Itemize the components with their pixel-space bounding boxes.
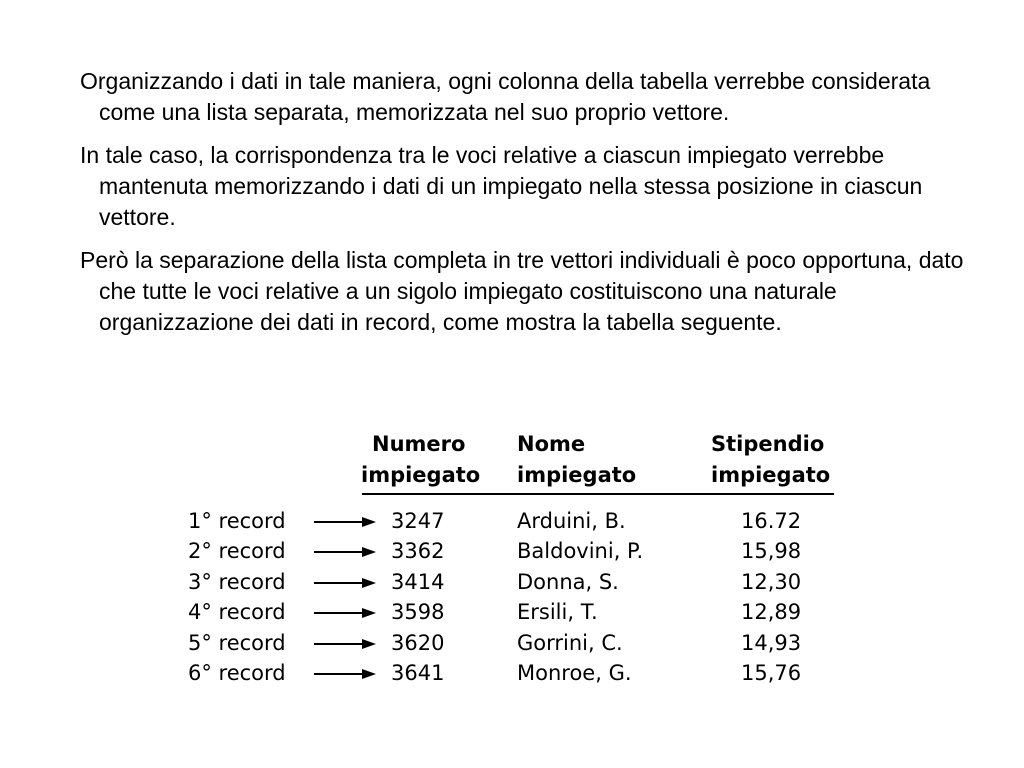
header-rule (362, 493, 834, 495)
stipendio-cell: 12,30 (741, 570, 802, 594)
numero-cell: 3362 (391, 539, 445, 563)
record-label: 3° record (188, 570, 286, 594)
nome-cell: Gorrini, C. (517, 631, 623, 655)
stipendio-cell: 14,93 (741, 631, 802, 655)
paragraph-3: Però la separazione della lista completa in tre vettori individuali è poco opportuna, dato che tutte le voci relative a un sigolo impiegato costituiscono una naturale organizzazione dei dati in record, come mostra la tabella seguente. (80, 247, 964, 335)
paragraph-1: Organizzando i dati in tale maniera, ogni colonna della tabella verrebbe considerata come una lista separata, memorizzata nel suo proprio vettore. (80, 68, 931, 125)
nome-cell: Arduini, B. (517, 509, 626, 533)
nome-cell: Donna, S. (517, 570, 619, 594)
nome-cell: Baldovini, P. (517, 539, 644, 563)
numero-cell: 3641 (391, 661, 445, 685)
header-numero-line1: Numero (372, 432, 466, 456)
right-arrow-icon (314, 577, 376, 589)
stipendio-cell: 12,89 (741, 600, 802, 624)
header-stipendio-line2: impiegato (711, 463, 831, 487)
record-label: 4° record (188, 600, 286, 624)
stipendio-cell: 16.72 (741, 509, 802, 533)
header-stipendio-line1: Stipendio (711, 432, 825, 456)
header-numero-line2: impiegato (361, 463, 481, 487)
paragraph-2: In tale caso, la corrispondenza tra le voci relative a ciascun impiegato verrebbe mantenuta memorizzando i dati di un impiegato nella stessa posizione in ciascun vettore. (80, 142, 923, 230)
right-arrow-icon (314, 516, 376, 528)
record-label: 1° record (188, 509, 286, 533)
numero-cell: 3247 (391, 509, 445, 533)
numero-cell: 3414 (391, 570, 445, 594)
numero-cell: 3620 (391, 631, 445, 655)
right-arrow-icon (314, 668, 376, 680)
stipendio-cell: 15,98 (741, 539, 802, 563)
record-label: 5° record (188, 631, 286, 655)
record-label: 2° record (188, 539, 286, 563)
numero-cell: 3598 (391, 600, 445, 624)
right-arrow-icon (314, 546, 376, 558)
header-nome-line2: impiegato (517, 463, 637, 487)
nome-cell: Ersili, T. (517, 600, 598, 624)
header-nome-line1: Nome (517, 432, 586, 456)
nome-cell: Monroe, G. (517, 661, 632, 685)
stipendio-cell: 15,76 (741, 661, 802, 685)
right-arrow-icon (314, 638, 376, 650)
record-label: 6° record (188, 661, 286, 685)
right-arrow-icon (314, 607, 376, 619)
